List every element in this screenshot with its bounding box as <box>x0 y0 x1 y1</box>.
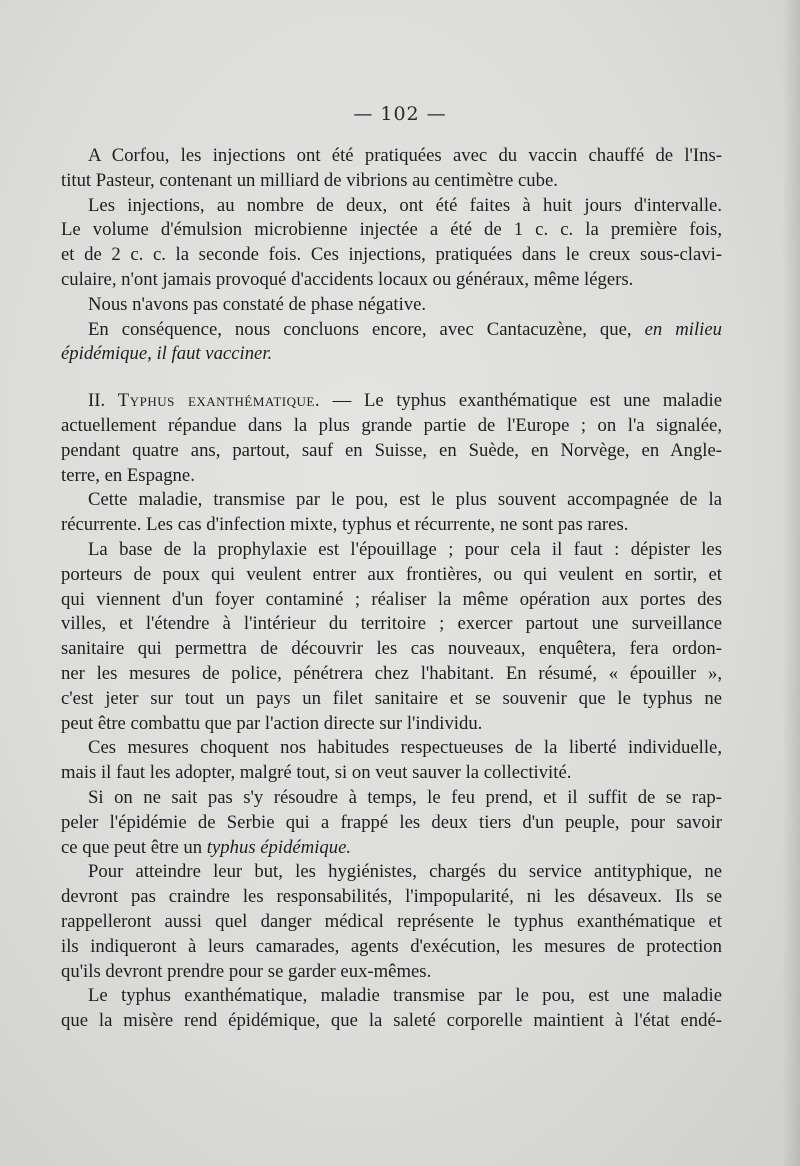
text-line: Les injections, au nombre de deux, ont été faites à huit jours d'intervalle. <box>88 194 722 216</box>
section-title: Typhus exanthématique. <box>117 390 321 412</box>
text-line <box>61 836 722 861</box>
section-gap <box>88 367 722 389</box>
body-text <box>61 144 722 1034</box>
text-line: peut être combattu que par l'action directe sur l'individu. <box>61 712 483 734</box>
text-line: culaire, n'ont jamais provoqué d'accidents locaux ou généraux, même légers. <box>61 268 634 290</box>
text-line: ner les mesures de police, pénétrera chez l'habitant. En résumé, « épouiller », <box>61 662 722 684</box>
text-line: porteurs de poux qui veulent entrer aux frontières, ou qui veulent en sortir, et <box>61 563 722 585</box>
italic-segment: en milieu <box>644 318 722 340</box>
text-line: villes, et l'étendre à l'intérieur du territoire ; exercer partout une surveillance <box>61 613 722 635</box>
text-line: Nous n'avons pas constaté de phase négative. <box>88 293 427 315</box>
paragraph <box>61 538 722 736</box>
paragraph <box>88 293 722 318</box>
text-line: peler l'épidémie de Serbie qui a frappé les deux tiers d'un peuple, pour savoir <box>61 811 722 833</box>
text-line: qu'ils devront prendre pour se garder eux-mêmes. <box>61 960 432 982</box>
text-segment: En conséquence, nous concluons encore, avec Cantacuzène, que, <box>88 318 632 340</box>
paragraph <box>61 194 722 293</box>
section-number: II. <box>88 390 106 412</box>
text-line: pendant quatre ans, partout, sauf en Suisse, en Suède, en Norvège, en Angle- <box>61 439 722 461</box>
text-segment: — Le typhus exanthématique est une maladie <box>332 390 722 412</box>
text-line: c'est jeter sur tout un pays un filet sanitaire et se souvenir que le typhus ne <box>61 687 722 709</box>
paragraph <box>61 984 722 1034</box>
paragraph <box>61 318 722 368</box>
paragraph <box>61 736 722 786</box>
italic-segment: épidémique, il faut vacciner. <box>61 343 273 365</box>
text-line <box>61 342 722 367</box>
text-line: terre, en Espagne. <box>61 464 195 486</box>
text-line: Cette maladie, transmise par le pou, est le plus souvent accompagnée de la <box>88 489 722 511</box>
text-line: Si on ne sait pas s'y résoudre à temps, le feu prend, et il suffit de se rap- <box>88 786 722 808</box>
text-line: et de 2 c. c. la seconde fois. Ces injections, pratiquées dans le creux sous-clavi- <box>61 244 722 266</box>
paragraph <box>61 786 722 860</box>
text-line: récurrente. Les cas d'infection mixte, typhus et récurrente, ne sont pas rares. <box>61 514 629 536</box>
paragraph <box>61 860 722 984</box>
text-line: La base de la prophylaxie est l'épouillage ; pour cela il faut : dépister les <box>88 538 722 560</box>
text-line: Pour atteindre leur but, les hygiénistes, chargés du service antityphique, ne <box>88 861 722 883</box>
text-line: que la misère rend épidémique, que la saleté corporelle maintient à l'état endé- <box>61 1010 722 1032</box>
text-line: Le volume d'émulsion microbienne injectée a été de 1 c. c. la première fois, <box>61 219 722 241</box>
text-line: qui viennent d'un foyer contaminé ; réaliser la même opération aux portes des <box>61 588 722 610</box>
text-line: rappelleront aussi quel danger médical représente le typhus exanthématique et <box>61 910 722 932</box>
text-line: Ces mesures choquent nos habitudes respectueuses de la liberté individuelle, <box>88 737 722 759</box>
text-line <box>88 389 722 414</box>
text-line: A Corfou, les injections ont été pratiquées avec du vaccin chauffé de l'Ins- <box>88 145 722 166</box>
text-line: Le typhus exanthématique, maladie transmise par le pou, est une maladie <box>88 985 722 1007</box>
text-line: mais il faut les adopter, malgré tout, si on veut sauver la collectivité. <box>61 762 572 784</box>
italic-segment: typhus épidémique. <box>206 836 352 858</box>
text-line: titut Pasteur, contenant un milliard de vibrions au centimètre cube. <box>61 169 558 191</box>
text-line: sanitaire qui permettra de découvrir les cas nouveaux, enquêtera, fera ordon- <box>61 638 722 660</box>
page-number: — 102 — <box>353 103 447 125</box>
text-line: ils indiqueront à leurs camarades, agents d'exécution, les mesures de protection <box>61 935 722 957</box>
paragraph <box>61 144 722 194</box>
text-segment: ce que peut être un <box>61 836 203 858</box>
text-line <box>88 318 722 343</box>
page-edge-shadow <box>782 0 800 1166</box>
paragraph <box>61 389 722 488</box>
paragraph <box>61 488 722 538</box>
text-line: actuellement répandue dans la plus grande partie de l'Europe ; on l'a signalée, <box>61 414 722 436</box>
text-line: devront pas craindre les responsabilités, l'impopularité, ni les désaveux. Ils se <box>61 886 722 908</box>
